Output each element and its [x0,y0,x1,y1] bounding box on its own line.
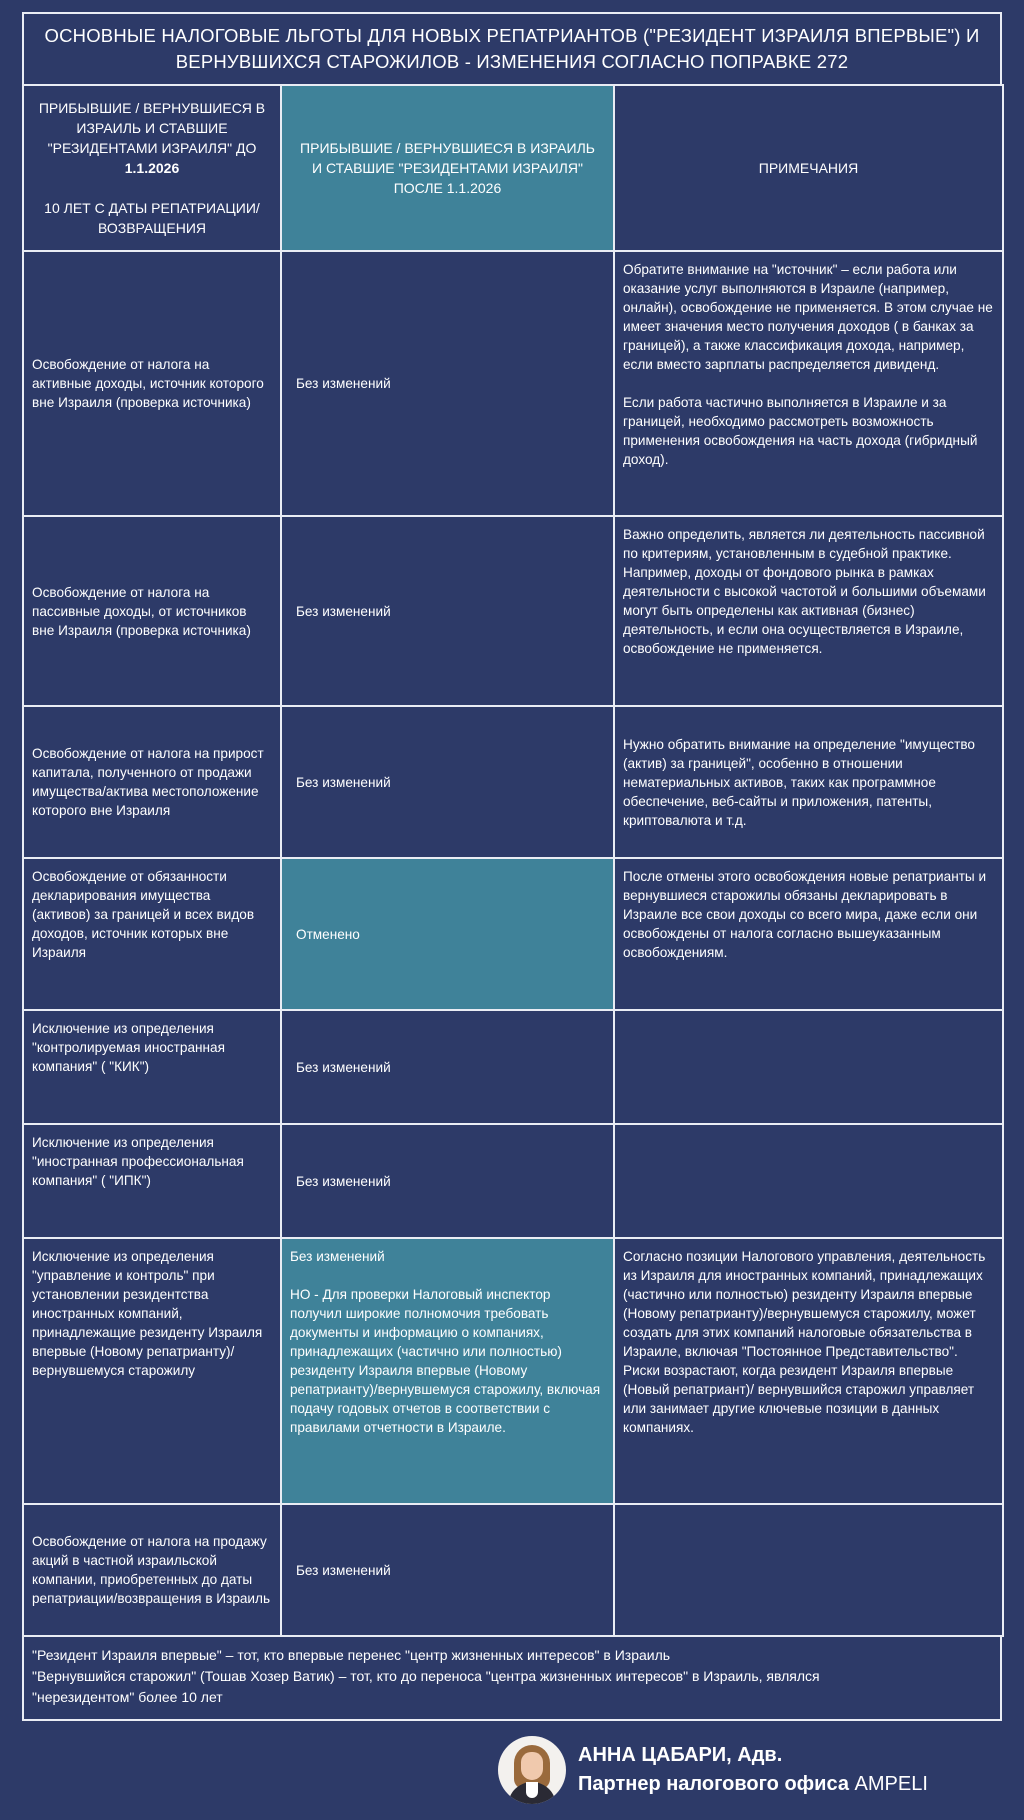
title-line-1: ОСНОВНЫЕ НАЛОГОВЫЕ ЛЬГОТЫ ДЛЯ НОВЫХ РЕПАТРИАНТОВ ("РЕЗИДЕНТ ИЗРАИЛЯ ВПЕРВЫЕ") И [44,25,980,46]
avatar [498,1736,566,1804]
table-row [23,1124,1003,1238]
benefit-cell: Освобождение от обязанности декларирования имущества (активов) за границей и всех видов доходов, источник которых вне Израиля [23,858,281,1010]
header-before-2026: ПРИБЫВШИЕ / ВЕРНУВШИЕСЯ В ИЗРАИЛЬ И СТАВШИЕ "РЕЗИДЕНТАМИ ИЗРАИЛЯ" ДО 1.1.2026 10 ЛЕТ С ДАТЫ РЕПАТРИАЦИИ/ ВОЗВРАЩЕНИЯ [23,85,281,251]
status-cell: Без изменений НО - Для проверки Налоговый инспектор получил широкие полномочия требовать документы и информацию о компаниях, принадлежащих (частично или полностью) резиденту Израиля впервые (Новому репатрианту)/вернувшемуся старожилу, включая подачу годовых отчетов в соответствии с правилами отчетности в Израиле. [281,1238,614,1504]
table-row [23,858,1003,1010]
note-cell-empty [614,1010,1003,1124]
table-header-row [23,85,1003,251]
benefit-cell: Исключение из определения "контролируемая иностранная компания" ( "КИК") [23,1010,281,1124]
firm-name: AMPELI [854,1773,928,1795]
note-cell-empty [614,1504,1003,1636]
note-cell: Важно определить, является ли деятельность пассивной по критериям, установленным в судебной практике. Например, доходы от фондового рынка в рамках деятельности с высокой частотой и большими объемами могут быть определены как активная (бизнес) деятельность, и если она осуществляется в Израиле, освобождение не применяется. [614,516,1003,706]
status-cell: Без изменений [281,1124,614,1238]
status-cell: Без изменений [281,516,614,706]
benefits-document [22,12,1002,1721]
author-name: АННА ЦАБАРИ, Адв. [578,1744,783,1766]
note-cell: Нужно обратить внимание на определение "имущество (актив) за границей", особенно в отношении нематериальных активов, таких как программное обеспечение, веб-сайты и приложения, патенты, криптовалюта и т.д. [614,706,1003,858]
table-row [23,1238,1003,1504]
benefit-cell: Исключение из определения "иностранная профессиональная компания" ( "ИПК") [23,1124,281,1238]
benefit-cell: Освобождение от налога на прирост капитала, полученного от продажи имущества/актива местоположение которого вне Израиля [23,706,281,858]
definitions-footnote: "Резидент Израиля впервые" – тот, кто впервые перенес "центр жизненных интересов" в Израиль "Вернувшийся старожил" (Тошав Хозер Ватик) – тот, кто до переноса "центра жизненных интересов" в Израиль, являлся "нерезидентом" более 10 лет [22,1637,1002,1721]
status-cell: Без изменений [281,251,614,516]
benefit-cell: Освобождение от налога на пассивные доходы, от источников вне Израиля (проверка источника) [23,516,281,706]
author-role: Партнер налогового офиса AMPELI [578,1773,928,1795]
table-row [23,516,1003,706]
note-cell: После отмены этого освобождения новые репатрианты и вернувшиеся старожилы обязаны декларировать в Израиле все свои доходы со всего мира, даже если они освобождены от налога согласно вышеуказанным освобождениям. [614,858,1003,1010]
author-signature [498,1736,928,1804]
note-cell: Согласно позиции Налогового управления, деятельность из Израиля для иностранных компаний, принадлежащих (частично или полностью) резиденту Израиля впервые (Новому репатрианту)/вернувшемуся старожилу, может создать для этих компаний налоговые обязательства в Израиле, включая "Постоянное Представительство". Риски возрастают, когда резидент Израиля впервые (Новый репатриант)/ вернувшийся старожил управляет или занимает другие ключевые позиции в данных компаниях. [614,1238,1003,1504]
status-cell-cancelled: Отменено [281,858,614,1010]
page-title [22,12,1002,84]
header-after-2026: ПРИБЫВШИЕ / ВЕРНУВШИЕСЯ В ИЗРАИЛЬ И СТАВШИЕ "РЕЗИДЕНТАМИ ИЗРАИЛЯ" ПОСЛЕ 1.1.2026 [281,85,614,251]
author-text [578,1741,928,1799]
table-row [23,251,1003,516]
table-row [23,1010,1003,1124]
table-row [23,706,1003,858]
status-cell: Без изменений [281,706,614,858]
benefit-cell: Освобождение от налога на активные доходы, источник которого вне Израиля (проверка источника) [23,251,281,516]
status-cell: Без изменений [281,1010,614,1124]
benefits-table [22,84,1004,1637]
benefit-cell: Освобождение от налога на продажу акций в частной израильской компании, приобретенных до даты репатриации/возвращения в Израиль [23,1504,281,1636]
note-cell-empty [614,1124,1003,1238]
benefit-cell: Исключение из определения "управление и контроль" при установлении резидентства иностранных компаний, принадлежащие резиденту Израиля впервые (Новому репатрианту)/вернувшемуся старожилу [23,1238,281,1504]
note-cell: Обратите внимание на "источник" – если работа или оказание услуг выполняются в Израиле (например, онлайн), освобождение не применяется. В этом случае не имеет значения место получения доходов ( в банках за границей), а также классификация дохода, например, если вместо зарплаты распределяется дивиденд. Если работа частично выполняется в Израиле и за границей, необходимо рассмотреть возможность применения освобождения на часть дохода (гибридный доход). [614,251,1003,516]
title-line-2: ВЕРНУВШИХСЯ СТАРОЖИЛОВ - ИЗМЕНЕНИЯ СОГЛАСНО ПОПРАВКЕ 272 [175,51,849,72]
status-cell: Без изменений [281,1504,614,1636]
header-notes: ПРИМЕЧАНИЯ [614,85,1003,251]
table-row [23,1504,1003,1636]
